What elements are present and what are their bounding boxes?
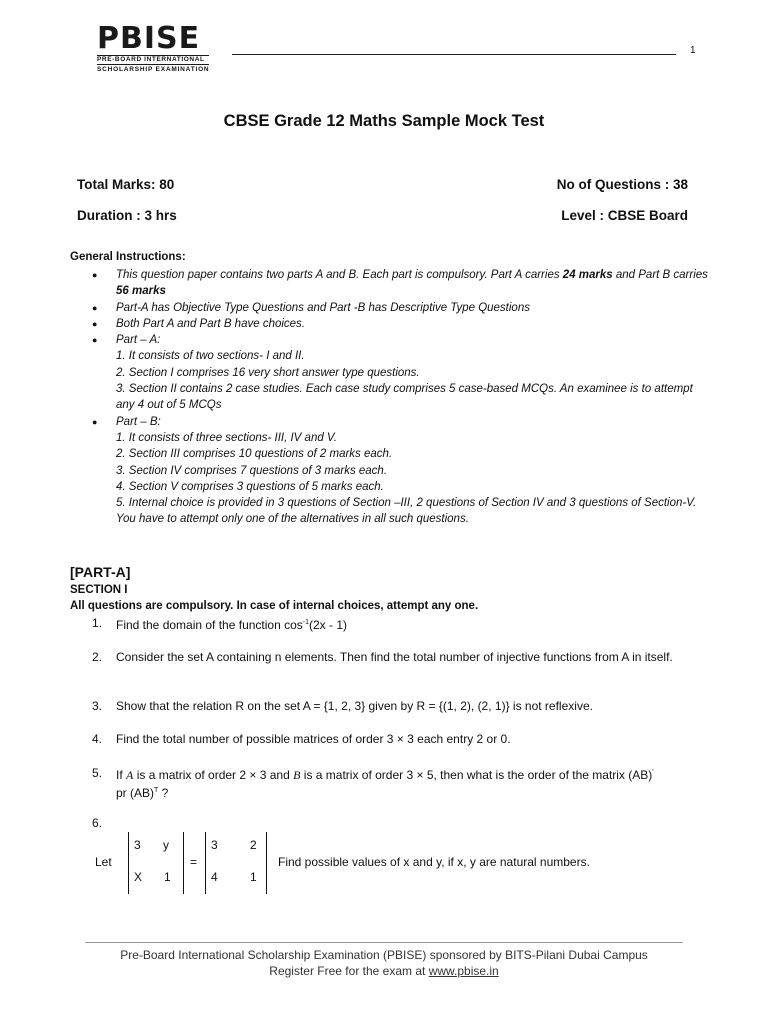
footer-line-1: Pre-Board International Scholarship Examination (PBISE) sponsored by BITS-Pilani Dubai Campus	[120, 948, 648, 962]
determinant-bar	[128, 832, 129, 894]
equals-sign: =	[190, 855, 198, 869]
total-marks: Total Marks: 80	[77, 177, 175, 192]
determinant-bar	[266, 832, 267, 894]
matrix-cell: 2	[250, 838, 257, 852]
instructions-list	[92, 267, 712, 528]
header-rule	[232, 54, 676, 55]
footer-rule	[85, 942, 683, 943]
logo-tagline-2: SCHOLARSHIP EXAMINATION	[97, 66, 210, 73]
question-5: 5. If A is a matrix of order 2 × 3 and B is a matrix of order 3 × 5, then what is the order of the matrix (AB)' pr (AB)$^T$ ?	[92, 766, 654, 800]
num-questions: No of Questions : 38	[556, 177, 688, 192]
question-6-text: Find possible values of x and y, if x, y are natural numbers.	[278, 855, 590, 869]
question-3: 3. Show that the relation R on the set A = {1, 2, 3} given by R = {(1, 2), (2, 1)} is not reflexive.	[92, 699, 593, 713]
matrix-cell: 3	[134, 838, 141, 852]
matrix-cell: 4	[211, 870, 218, 884]
instruction-item-part-b: ● Part – B: 1. It consists of three sections- III, IV and V. 2. Section III comprises 10 questions of 2 marks each. 3. Section IV comprises 7 questions of 3 marks each. 4. Section V comprises 3 questions of 5 marks each. 5. Internal choice is provided in 3 questions of Section –III, 2 questions of Section IV and 3 questions of Section-V. You have to attempt only one of the alternatives in all such questions.	[92, 414, 712, 528]
instruction-item-part-a: ● Part – A: 1. It consists of two sections- I and II. 2. Section I comprises 16 very short answer type questions. 3. Section II contains 2 case studies. Each case study comprises 5 case-based MCQs. An examinee is to attempt any 4 out of 5 MCQs	[92, 332, 712, 413]
matrix-cell: 1	[250, 870, 257, 884]
pbise-website-link[interactable]: www.pbise.in	[428, 964, 499, 978]
matrix-cell: y	[163, 838, 169, 852]
part-a-heading: [PART-A]	[70, 564, 131, 580]
page-title: CBSE Grade 12 Maths Sample Mock Test	[223, 112, 545, 130]
duration: Duration : 3 hrs	[77, 208, 177, 223]
section-note: All questions are compulsory. In case of internal choices, attempt any one.	[70, 600, 479, 612]
question-1: 1. Find the domain of the function $\cos^{-1}(2x - 1)$	[92, 616, 348, 632]
determinant-bar	[205, 832, 206, 894]
pbise-logo	[97, 21, 210, 74]
logo-tagline-1: PRE-BOARD INTERNATIONAL	[97, 55, 209, 65]
footer-line-2: Register Free for the exam at www.pbise.in	[269, 964, 499, 978]
instructions-heading: General Instructions:	[70, 251, 186, 263]
matrix-cell: 3	[211, 838, 218, 852]
instruction-item: ● This question paper contains two parts A and B. Each part is compulsory. Part A carries 24 marks and Part B carries 56 marks	[92, 267, 712, 300]
logo-wordmark: PBISE	[97, 21, 201, 56]
matrix-cell: 1	[164, 870, 171, 884]
determinant-bar	[183, 832, 184, 894]
instruction-item: ● Both Part A and Part B have choices.	[92, 316, 712, 332]
instruction-item: ● Part-A has Objective Type Questions and Part -B has Descriptive Type Questions	[92, 300, 712, 316]
section-heading: SECTION I	[70, 584, 128, 596]
page-number: 1	[690, 45, 696, 56]
let-label: Let	[95, 855, 112, 869]
question-4: 4. Find the total number of possible matrices of order 3 × 3 each entry 2 or 0.	[92, 732, 511, 746]
question-2: 2. Consider the set A containing n elements. Then find the total number of injective functions from A in itself.	[92, 650, 673, 664]
level: Level : CBSE Board	[561, 208, 688, 223]
matrix-cell: X	[134, 870, 143, 884]
